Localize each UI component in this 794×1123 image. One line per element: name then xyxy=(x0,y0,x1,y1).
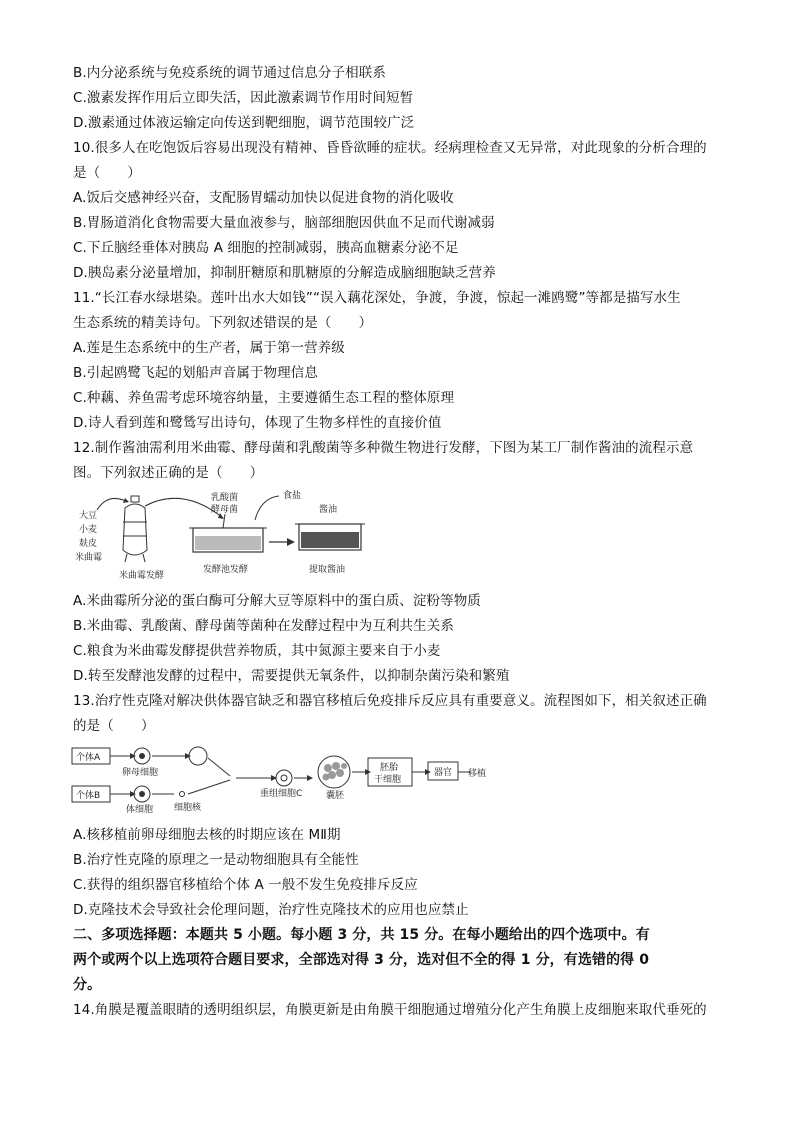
flow-arrow xyxy=(208,758,230,776)
blastocyst-cells xyxy=(323,762,348,781)
raw-material-label: 小麦 xyxy=(79,525,98,535)
question-10-stem-cont: 是（ ） xyxy=(73,165,141,181)
option-13d: D.克隆技术会导致社会伦理问题，治疗性克隆技术的应用也应禁止 xyxy=(73,902,469,918)
organ-label: 器官 xyxy=(434,768,453,778)
nucleus-label: 细胞核 xyxy=(174,803,202,813)
option-12c: C.粮食为米曲霉发酵提供营养物质，其中氮源主要来自于小麦 xyxy=(73,643,441,659)
bacteria-label: 酵母菌 xyxy=(211,505,239,515)
nucleus-dot xyxy=(139,791,145,797)
option-9b: B.内分泌系统与免疫系统的调节通过信息分子相联系 xyxy=(73,65,386,81)
recombinant-cell-icon xyxy=(276,770,292,786)
option-10d: D.胰岛素分泌量增加，抑制肝糖原和肌糖原的分解造成脑细胞缺乏营养 xyxy=(73,265,496,281)
option-9c: C.激素发挥作用后立即失活，因此激素调节作用时间短暂 xyxy=(73,90,414,106)
option-9d: D.激素通过体液运输定向传送到靶细胞，调节范围较广泛 xyxy=(73,115,415,131)
step-label: 发酵池发酵 xyxy=(203,565,249,575)
stem-cell-label: 干细胞 xyxy=(374,775,402,785)
section-heading-line: 二、多项选择题：本题共 5 小题。每小题 3 分，共 15 分。在每小题给出的四个选项中。有 xyxy=(73,927,650,943)
recombinant-label: 重组细胞C xyxy=(260,789,303,799)
option-10c: C.下丘脑经垂体对胰岛 A 细胞的控制减弱，胰高血糖素分泌不足 xyxy=(73,240,459,256)
raw-material-label: 麸皮 xyxy=(79,539,98,549)
step-label: 米曲霉发酵 xyxy=(119,571,165,581)
option-13c: C.获得的组织器官移植给个体 A 一般不发生免疫排斥反应 xyxy=(73,877,418,893)
flow-arrow xyxy=(188,780,230,794)
blastocyst-label: 囊胚 xyxy=(326,791,345,801)
nucleus-icon xyxy=(180,792,185,797)
section-heading-line: 分。 xyxy=(73,977,102,993)
question-13-stem: 13.治疗性克隆对解决供体器官缺乏和器官移植后免疫排斥反应具有重要意义。流程图如下，相关叙述正确 xyxy=(73,693,707,709)
individual-a-label: 个体A xyxy=(76,753,101,763)
raw-material-label: 米曲霉 xyxy=(75,553,103,563)
fermenter-tank-icon xyxy=(123,496,147,562)
option-12d: D.转至发酵池发酵的过程中，需要提供无氧条件，以抑制杂菌污染和繁殖 xyxy=(73,668,510,684)
raw-material-label: 大豆 xyxy=(79,511,98,521)
section-heading-line: 两个或两个以上选项符合题目要求，全部选对得 3 分，选对但不全的得 1 分，有选错的得 0 xyxy=(73,952,650,968)
question-11-stem-cont: 生态系统的精美诗句。下列叙述错误的是（ ） xyxy=(73,315,373,331)
step-label: 提取酱油 xyxy=(309,565,346,575)
option-11a: A.莲是生态系统中的生产者，属于第一营养级 xyxy=(73,340,345,356)
question-11-stem: 11.“长江春水绿堪染。莲叶出水大如钱”“误入藕花深处，争渡，争渡，惊起一滩鸥鹭”等都是描写水生 xyxy=(73,290,681,306)
option-10a: A.饭后交感神经兴奋，支配肠胃蠕动加快以促进食物的消化吸收 xyxy=(73,190,454,206)
question-14-stem: 14.角膜是覆盖眼睛的透明组织层，角膜更新是由角膜干细胞通过增殖分化产生角膜上皮细胞来取代垂死的 xyxy=(73,1002,707,1018)
option-10b: B.胃肠道消化食物需要大量血液参与，脑部细胞因供血不足而代谢减弱 xyxy=(73,215,495,231)
soy-sauce-flow-figure xyxy=(73,488,373,584)
arrow-head xyxy=(287,538,295,546)
option-11d: D.诗人看到莲和鹭鸶写出诗句，体现了生物多样性的直接价值 xyxy=(73,415,442,431)
somatic-label: 体细胞 xyxy=(126,805,154,815)
nucleus-dot xyxy=(139,753,145,759)
oocyte-label: 卵母细胞 xyxy=(122,768,159,778)
option-12b: B.米曲霉、乳酸菌、酵母菌等菌种在发酵过程中为互利共生关系 xyxy=(73,618,454,634)
option-12a: A.米曲霉所分泌的蛋白酶可分解大豆等原料中的蛋白质、淀粉等物质 xyxy=(73,593,481,609)
flow-arrow xyxy=(223,514,225,528)
question-12-stem-cont: 图。下列叙述正确的是（ ） xyxy=(73,465,264,481)
fermentation-pool-icon xyxy=(189,528,267,552)
question-10-stem: 10.很多人在吃饱饭后容易出现没有精神、昏昏欲睡的症状。经病理检查又无异常，对此现象的分析合理的 xyxy=(73,140,707,156)
option-13b: B.治疗性克隆的原理之一是动物细胞具有全能性 xyxy=(73,852,359,868)
salt-label: 食盐 xyxy=(283,491,302,501)
extraction-tank-icon xyxy=(295,524,365,550)
soy-sauce-label: 酱油 xyxy=(319,505,338,515)
option-13a: A.核移植前卵母细胞去核的时期应该在 MⅡ期 xyxy=(73,827,341,843)
stem-cell-label: 胚胎 xyxy=(380,763,399,773)
flow-arrow xyxy=(97,498,128,510)
individual-b-label: 个体B xyxy=(76,791,101,801)
question-13-stem-cont: 的是（ ） xyxy=(73,718,155,734)
option-11c: C.种藕、养鱼需考虑环境容纳量，主要遵循生态工程的整体原理 xyxy=(73,390,455,406)
bacteria-label: 乳酸菌 xyxy=(211,493,239,503)
option-11b: B.引起鸥鹭飞起的划船声音属于物理信息 xyxy=(73,365,318,381)
transplant-label: 移植 xyxy=(468,769,487,779)
cloning-flow-figure xyxy=(70,742,487,815)
question-12-stem: 12.制作酱油需利用米曲霉、酵母菌和乳酸菌等多种微生物进行发酵，下图为某工厂制作酱油的流程示意 xyxy=(73,440,694,456)
flow-arrow xyxy=(255,496,279,520)
enucleated-oocyte-icon xyxy=(189,747,207,765)
